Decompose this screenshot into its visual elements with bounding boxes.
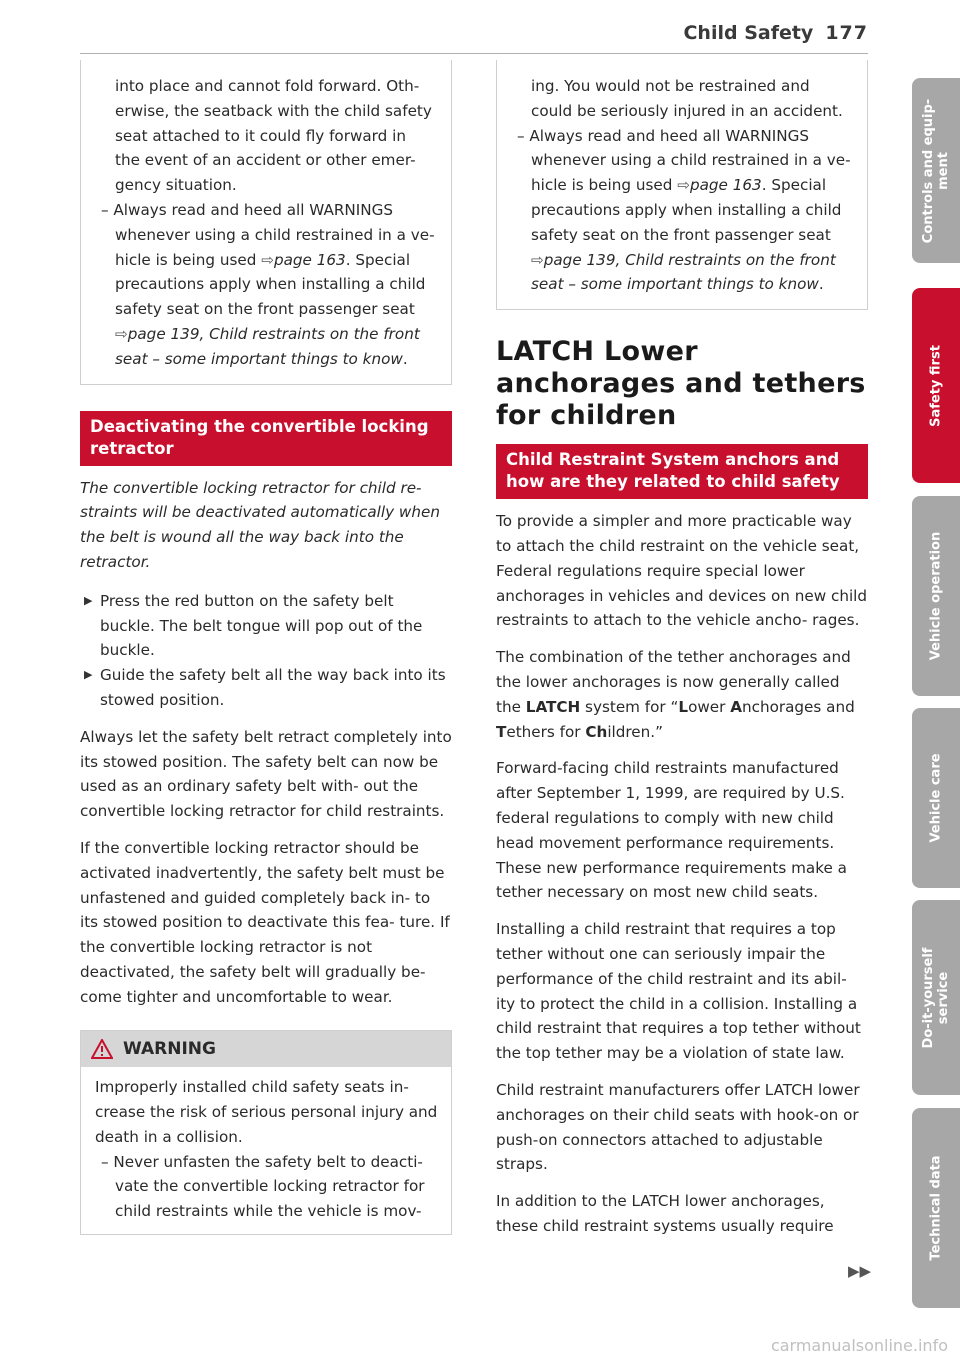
tab-technical-data[interactable]: Technical data [912,1108,960,1308]
page-header [683,22,868,44]
warning-dash-item: – Never unfasten the safety belt to deacti- vate the convertible locking retractor for child restraints while the vehicle is mov- [101,1152,425,1221]
continued-warning-box [80,60,452,385]
arrow-right-icon: ⇨ [531,250,544,269]
box-line: into place and cannot fold forward. Oth- [115,77,420,95]
right-column [496,60,868,1239]
page-link[interactable]: page 163 [273,250,346,269]
tab-vehicle-care[interactable]: Vehicle care [912,708,960,888]
arrow-right-icon: ⇨ [677,176,690,195]
tab-controls-and-equipment[interactable]: Controls and equip- ment [912,78,960,263]
page-link[interactable]: page 139, Child restraints on the front seat – some important things to know [531,250,836,294]
continue-arrow-icon: ▶▶ [848,1262,872,1280]
watermark: carmanualsonline.info [770,1336,948,1355]
warning-triangle-icon [91,1039,113,1059]
left-column [80,60,452,1235]
triangle-bullet-icon: ▶ [84,668,93,682]
box-line: the event of an accident or other emer- [115,151,416,170]
paragraph: Forward-facing child restraints manufactured after September 1, 1999, are required by U.S. federal regulations to comply with new child head movement performance requirements. These new performance requirements make a tether necessary on most new child seats. [496,759,847,902]
arrow-right-icon: ⇨ [261,250,274,269]
box-dash-item: – Always read and heed all WARNINGS whenever using a child restrained in a ve- hicle is being used ⇨page 163. Special precautions apply when installing a child safety seat on the front passenger seat ⇨page 139, Child restraints on the front seat – some important things to know. [101,200,435,368]
page-link[interactable]: page 163 [689,176,762,195]
box-line: erwise, the seatback with the child safety [115,101,432,120]
tab-safety-first[interactable]: Safety first [912,288,960,483]
continued-warning-box [496,60,868,310]
main-heading: LATCH Lower anchorages and tethers for children [496,336,866,432]
warning-header [81,1031,451,1068]
triangle-bullet-icon: ▶ [84,593,93,607]
list-item: ▶ Guide the safety belt all the way back into its stowed position. [80,663,452,713]
paragraph: If the convertible locking retractor should be activated inadvertently, the safety belt must be unfastened and guided completely back in- to its stowed position to deactivate this fea- ture. If the convertible locking retractor is not deactivated, the safety belt will gradually be- come tighter and uncomfortable to wear. [80,838,450,1006]
arrow-right-icon: ⇨ [115,324,128,343]
subheading-bar: Child Restraint System anchors and how are they related to child safety [496,444,868,499]
paragraph: To provide a simpler and more practicable way to attach the child restraint on the vehicle seat, Federal regulations require special lower anchorages in vehicles and devices on new child restraints to attach to the vehicle ancho- rages. [496,512,868,630]
tab-vehicle-operation[interactable]: Vehicle operation [912,496,960,696]
page-link[interactable]: page 139, Child restraints on the front seat – some important things to know [115,324,420,368]
tab-do-it-yourself-service[interactable]: Do-it-yourself service [912,900,960,1095]
paragraph: Installing a child restraint that requires a top tether without one can seriously impair the performance of the child restraint and its abil- ity to protect the child in a collision. Installing a child restraint that requires a top tether without the top tether may be a violation of state law. [496,920,861,1063]
header-rule [80,53,868,54]
intro-text: The convertible locking retractor for child re- straints will be deactivated automatically when the belt is wound all the way back into the retractor. [80,478,440,571]
warning-text: Improperly installed child safety seats in- crease the risk of serious personal injury and death in a collision. [95,1078,438,1146]
box-dash-item: – Always read and heed all WARNINGS whenever using a child restrained in a ve- hicle is being used ⇨page 163. Special precautions apply when installing a child safety seat on the front passenger seat ⇨page 139, Child restraints on the front seat – some important things to know. [517,126,851,294]
subheading-bar: Deactivating the convertible locking retractor [80,411,452,466]
paragraph: Always let the safety belt retract completely into its stowed position. The safety belt can now be used as an ordinary safety belt with- out the convertible locking retractor for child restraints. [80,727,452,821]
warning-body [81,1067,451,1234]
warning-title: WARNING [123,1038,216,1059]
box-line: seat attached to it could fly forward in [115,126,406,145]
list-item: ▶ Press the red button on the safety belt buckle. The belt tongue will pop out of the buckle. [80,589,452,663]
paragraph: In addition to the LATCH lower anchorages, these child restraint systems usually require [496,1192,834,1235]
page-number: 177 [825,22,868,44]
box-line: gency situation. [115,176,237,195]
paragraph: The combination of the tether anchorages and the lower anchorages is now generally called the LATCH system for “Lower Anchorages and Tethers for Children.” [496,648,855,741]
warning-box [80,1030,452,1236]
paragraph: Child restraint manufacturers offer LATCH lower anchorages on their child seats with hook-on or push-on connectors attached to adjustable straps. [496,1080,860,1174]
section-title: Child Safety [683,22,814,44]
box-line: ing. You would not be restrained and could be seriously injured in an accident. [531,77,843,120]
